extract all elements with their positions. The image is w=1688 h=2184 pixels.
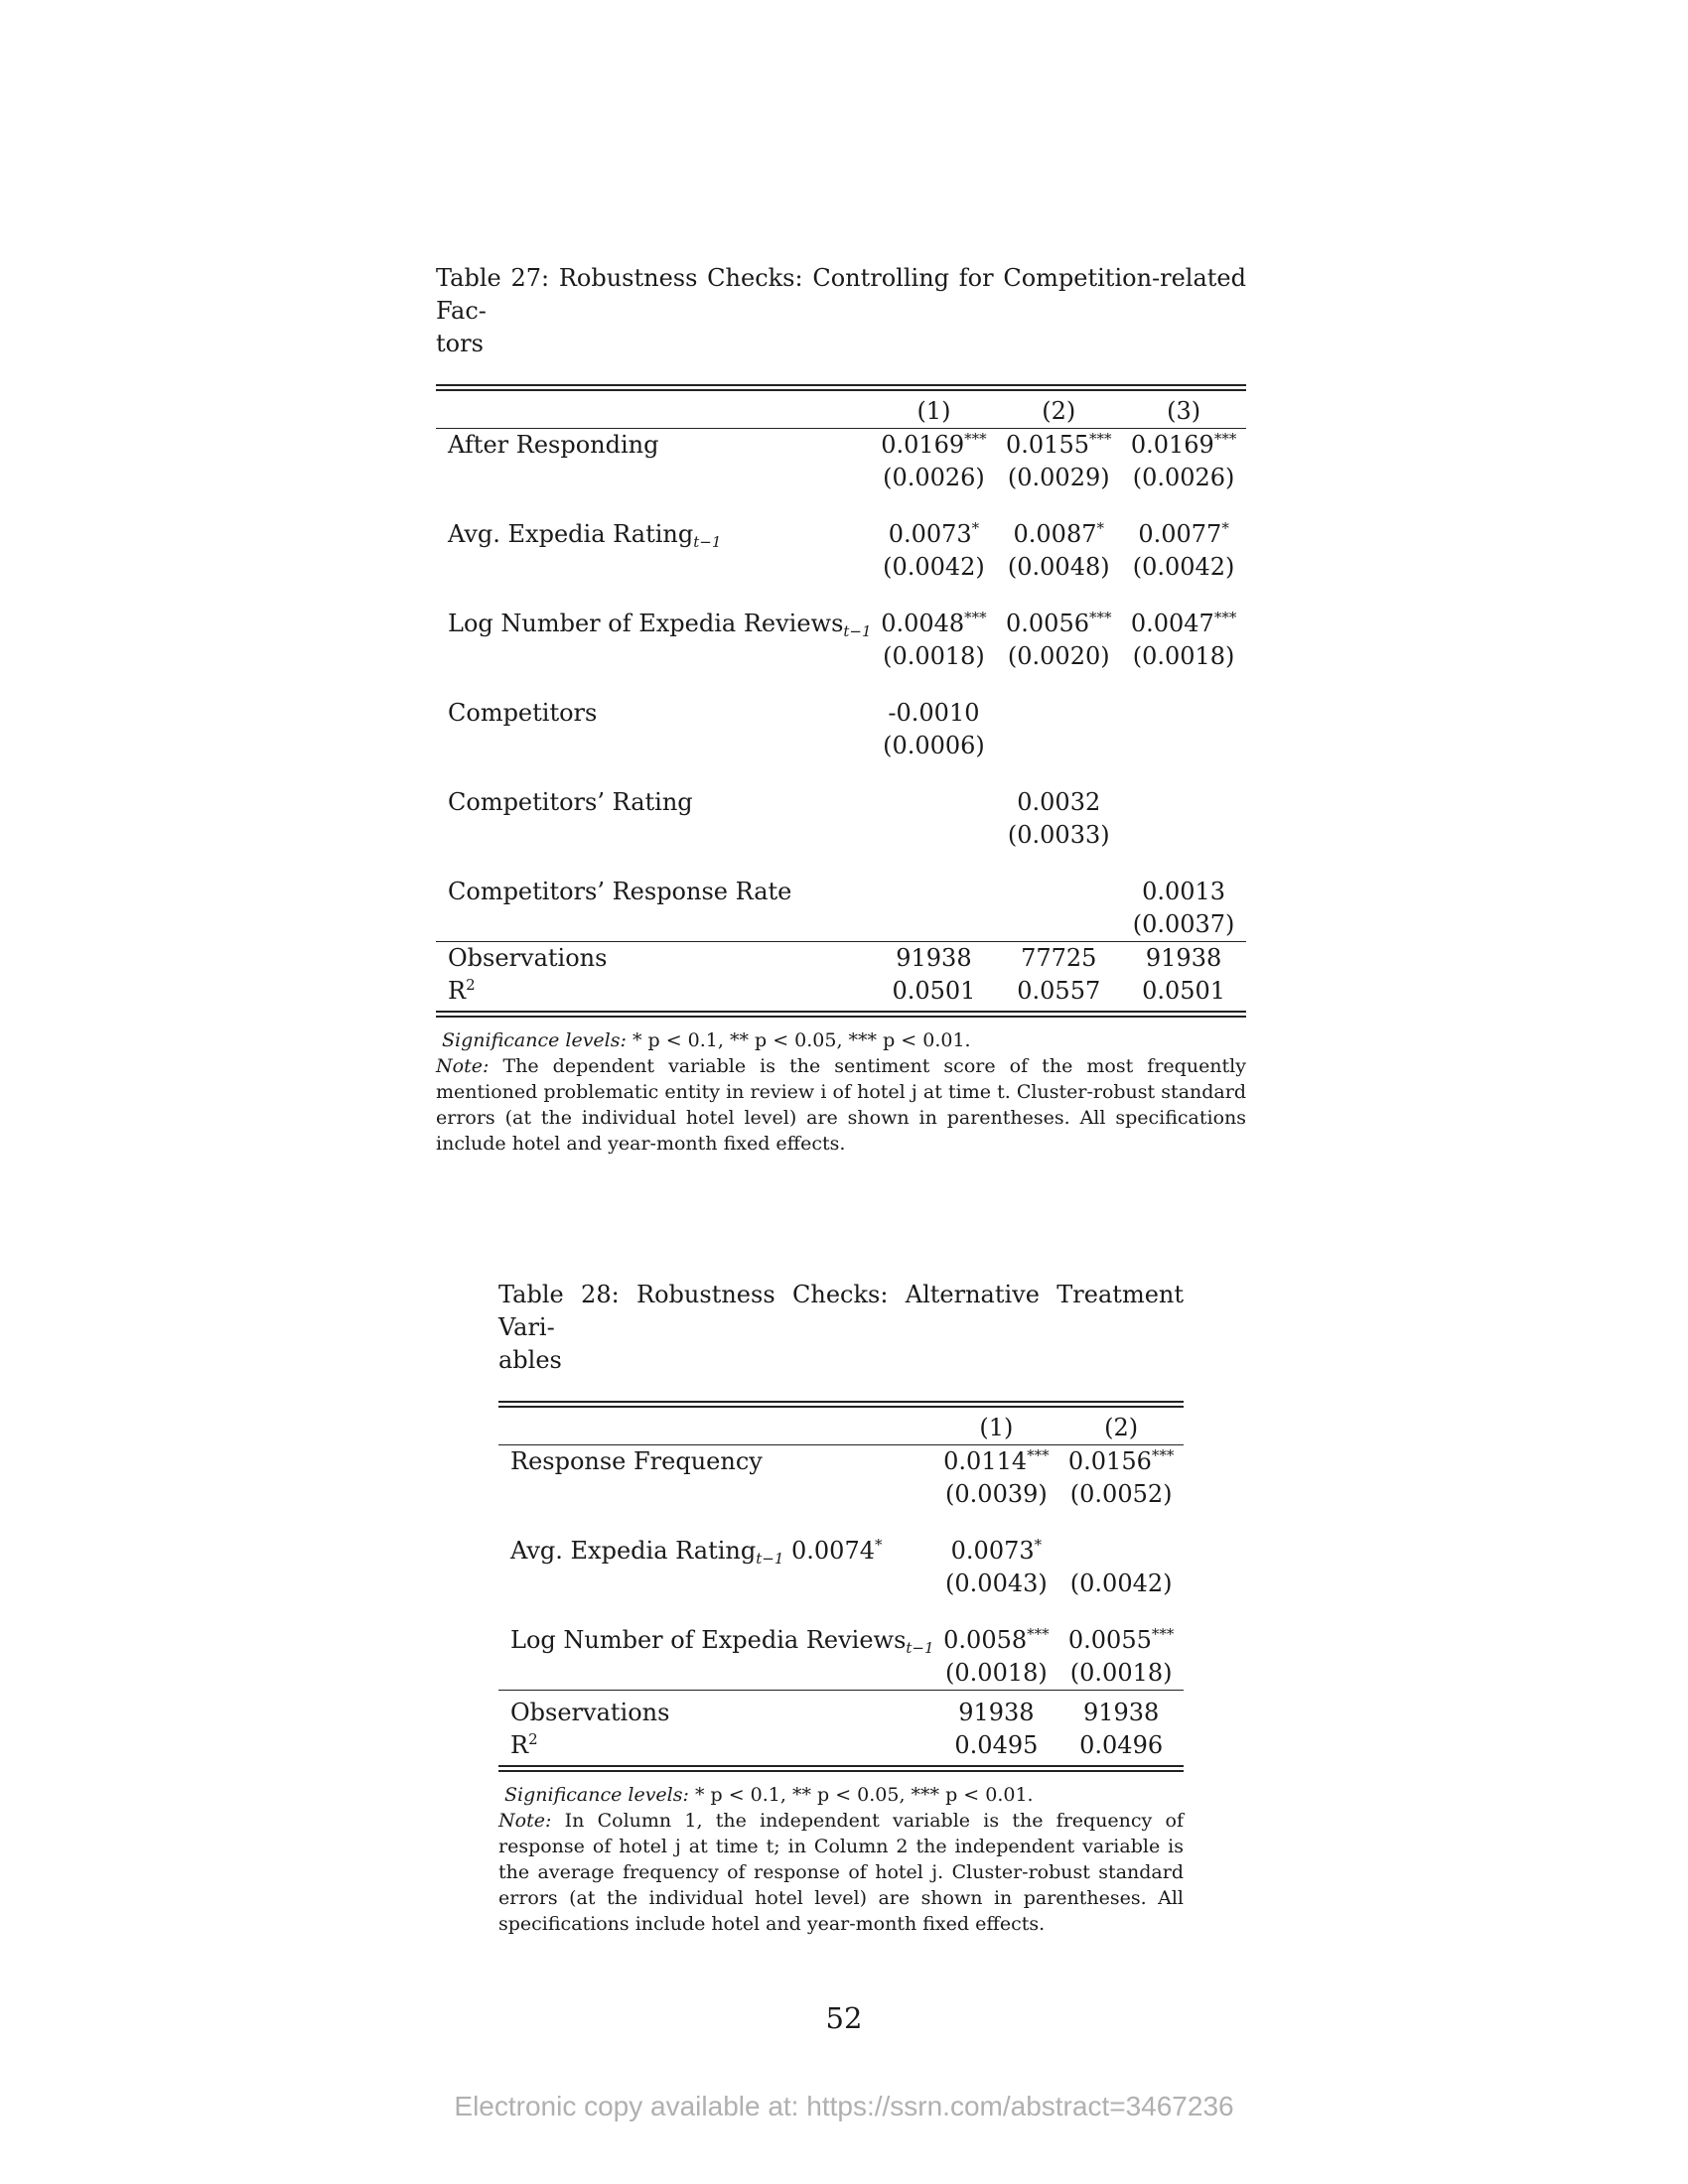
- row-label-text: Avg. Expedia Rating: [448, 520, 694, 548]
- significance-label: Significance levels:: [504, 1784, 689, 1806]
- row-label-empty: [436, 730, 872, 762]
- significance-stars: ***: [964, 609, 987, 626]
- row-label: [498, 1445, 934, 1479]
- standard-error-row: [436, 462, 1246, 494]
- table-28-body: [498, 1412, 1184, 1762]
- coefficient-row: [436, 876, 1246, 908]
- coefficient-value: 0.0087: [1013, 520, 1097, 548]
- row-spacer: [436, 584, 1246, 608]
- r2-value: 0.0501: [892, 977, 976, 1005]
- row-spacer: [436, 673, 1246, 697]
- table-28-top-rule: [498, 1401, 1184, 1408]
- inline-coefficient: [783, 1537, 882, 1565]
- standard-error-cell: (0.0018): [1132, 642, 1235, 670]
- row-label-subscript: t−1: [756, 1550, 784, 1568]
- coefficient-cell: [872, 697, 997, 730]
- row-label-subscript: t−1: [843, 622, 872, 640]
- significance-stars: ***: [1027, 1625, 1050, 1643]
- standard-error-cell: (0.0048): [1007, 553, 1110, 581]
- standard-error-row: [436, 730, 1246, 762]
- row-spacer: [436, 852, 1246, 876]
- coefficient-value: 0.0077: [1138, 520, 1222, 548]
- significance-stars: *: [1096, 519, 1104, 537]
- standard-error-row: [436, 640, 1246, 673]
- significance-label: Significance levels:: [442, 1029, 627, 1051]
- column-header: (2): [1058, 1412, 1184, 1445]
- standard-error-cell: (0.0037): [1132, 910, 1235, 938]
- spacer-cell: [498, 1600, 1184, 1624]
- row-label: [436, 876, 872, 908]
- row-label-empty: [436, 819, 872, 852]
- coefficient-value: 0.0169: [881, 431, 965, 459]
- coefficient-cell: [1121, 697, 1246, 730]
- coefficient-row: [498, 1445, 1184, 1479]
- coefficient-cell: [1121, 608, 1246, 640]
- observations-value: 91938: [1058, 1691, 1184, 1730]
- coefficient-value: 0.0032: [1017, 788, 1101, 816]
- significance-note: [436, 1027, 1246, 1053]
- table-28-r2-row: [498, 1729, 1184, 1762]
- r2-label: R: [448, 977, 467, 1005]
- row-label: [436, 786, 872, 819]
- standard-error-cell: [996, 908, 1121, 942]
- row-label-text: Log Number of Expedia Reviews: [510, 1626, 907, 1654]
- coefficient-cell: [872, 518, 997, 551]
- coefficient-cell: [996, 786, 1121, 819]
- spacer-cell: [436, 852, 1246, 876]
- coefficient-row: [498, 1624, 1184, 1657]
- standard-error-row: [498, 1568, 1184, 1600]
- row-spacer: [498, 1511, 1184, 1535]
- coefficient-cell: [996, 697, 1121, 730]
- coefficient-value: -0.0010: [888, 699, 980, 727]
- coefficient-cell: [872, 786, 997, 819]
- standard-error-cell: (0.0033): [1007, 821, 1110, 849]
- standard-error-row: [436, 551, 1246, 584]
- row-label: [436, 608, 872, 640]
- table-28: [498, 1279, 1184, 1937]
- row-label-text: Competitors’ Rating: [448, 788, 693, 816]
- coefficient-value: 0.0047: [1130, 610, 1214, 637]
- row-label-empty: [498, 1568, 934, 1600]
- standard-error-cell: (0.0042): [883, 553, 985, 581]
- table-note: [498, 1808, 1184, 1937]
- significance-stars: *: [1034, 1536, 1043, 1554]
- coefficient-value: 0.0073: [888, 520, 972, 548]
- ssrn-footer: Electronic copy available at: https://ssrn.com/abstract=3467236: [454, 2091, 1234, 2121]
- row-label-empty: [436, 640, 872, 673]
- row-label-empty: [498, 1478, 934, 1511]
- table-27-header-row: [436, 395, 1246, 429]
- row-spacer: [498, 1600, 1184, 1624]
- coefficient-value: 0.0048: [881, 610, 965, 637]
- page-number: 52: [825, 2001, 863, 2035]
- standard-error-cell: (0.0042): [1069, 1570, 1173, 1597]
- significance-stars: ***: [1088, 609, 1112, 626]
- table-28-notes: [498, 1782, 1184, 1937]
- coefficient-value: 0.0114: [943, 1447, 1028, 1475]
- significance-stars: ***: [1027, 1446, 1050, 1464]
- row-label-empty: [436, 551, 872, 584]
- row-label-text: Competitors: [448, 699, 598, 727]
- r2-value: 0.0495: [954, 1731, 1039, 1759]
- row-label: [436, 975, 872, 1008]
- table-27-caption: [436, 262, 1246, 360]
- coefficient-value: 0.0169: [1130, 431, 1214, 459]
- row-label-text: Avg. Expedia Rating: [510, 1537, 757, 1565]
- row-label-subscript: t−1: [906, 1639, 934, 1657]
- significance-stars: *: [874, 1536, 883, 1554]
- row-label-empty: [498, 1657, 934, 1691]
- coefficient-value: 0.0156: [1067, 1447, 1152, 1475]
- row-label: [436, 429, 872, 463]
- coefficient-value: 0.0013: [1142, 878, 1226, 905]
- coefficient-row: [436, 429, 1246, 463]
- coefficient-cell: [934, 1445, 1059, 1479]
- coefficient-value: 0.0056: [1006, 610, 1089, 637]
- significance-stars: *: [1221, 519, 1229, 537]
- coefficient-cell: [996, 608, 1121, 640]
- table-27-caption-line2: tors: [436, 330, 484, 357]
- table-note: [436, 1053, 1246, 1157]
- row-label: [498, 1729, 934, 1762]
- coefficient-cell: [1121, 876, 1246, 908]
- spacer-cell: [436, 762, 1246, 786]
- r2-superscript: 2: [528, 1730, 538, 1748]
- standard-error-row: [436, 819, 1246, 852]
- row-label: [498, 1624, 934, 1657]
- table-27: [436, 262, 1246, 1157]
- standard-error-cell: (0.0042): [1132, 553, 1235, 581]
- row-label-text: Log Number of Expedia Reviews: [448, 610, 844, 637]
- coefficient-row: [436, 608, 1246, 640]
- coefficient-cell: [872, 608, 997, 640]
- standard-error-row: [498, 1478, 1184, 1511]
- row-label: [498, 1535, 934, 1568]
- column-header: (2): [996, 395, 1121, 429]
- significance-stars: ***: [1151, 1625, 1175, 1643]
- row-label-empty: [436, 462, 872, 494]
- column-header: (1): [872, 395, 997, 429]
- column-header: (3): [1121, 395, 1246, 429]
- standard-error-cell: (0.0026): [1132, 464, 1235, 491]
- spacer-cell: [436, 494, 1246, 518]
- note-label: Note:: [436, 1055, 490, 1077]
- coefficient-cell: [1058, 1445, 1184, 1479]
- note-text: In Column 1, the independent variable is the frequency of response of hotel j at time t; in Column 2 the independent variable is the average frequency of response of hotel j. Cluster-robust standard errors (at the individual hotel level) are shown in parentheses. All specifications include hotel and year-month fixed effects.: [498, 1810, 1184, 1935]
- coefficient-cell: [1058, 1624, 1184, 1657]
- coefficient-cell: [996, 429, 1121, 463]
- table-28-observations-row: [498, 1691, 1184, 1730]
- coefficient-cell: [934, 1624, 1059, 1657]
- significance-text: * p < 0.1, ** p < 0.05, *** p < 0.01.: [632, 1029, 971, 1051]
- coefficient-value: 0.0073: [950, 1537, 1035, 1565]
- standard-error-cell: (0.0029): [1007, 464, 1110, 491]
- coefficient-row: [498, 1535, 1184, 1568]
- row-label-empty: [436, 908, 872, 942]
- row-label-subscript: t−1: [693, 533, 722, 551]
- table-27-bottom-rule: [436, 1011, 1246, 1018]
- coefficient-cell: [1121, 518, 1246, 551]
- row-label-text: After Responding: [448, 431, 659, 459]
- note-label: Note:: [498, 1810, 552, 1832]
- coefficient-cell: [996, 876, 1121, 908]
- row-label: Observations: [436, 942, 872, 976]
- standard-error-cell: (0.0018): [1069, 1659, 1173, 1687]
- coefficient-cell: [872, 429, 997, 463]
- table-28-caption: [498, 1279, 1184, 1377]
- table-28-header-row: [498, 1412, 1184, 1445]
- r2-superscript: 2: [466, 976, 476, 994]
- coefficient-cell: [1058, 1535, 1184, 1568]
- coefficient-cell: [934, 1535, 1059, 1568]
- table-27-top-rule: [436, 384, 1246, 391]
- coefficient-row: [436, 697, 1246, 730]
- standard-error-cell: [872, 819, 997, 852]
- standard-error-cell: [872, 908, 997, 942]
- significance-stars: ***: [1213, 609, 1237, 626]
- significance-stars: ***: [1151, 1446, 1175, 1464]
- spacer-cell: [436, 584, 1246, 608]
- table-28-caption-line1: Table 28: Robustness Checks: Alternative Treatment Vari-: [498, 1281, 1184, 1341]
- row-spacer: [436, 762, 1246, 786]
- observations-value: 77725: [996, 942, 1121, 976]
- row-spacer: [436, 494, 1246, 518]
- significance-stars: ***: [1088, 430, 1112, 448]
- standard-error-cell: [1121, 730, 1246, 762]
- observations-value: 91938: [872, 942, 997, 976]
- observations-value: 91938: [1121, 942, 1246, 976]
- significance-stars: ***: [964, 430, 987, 448]
- row-label-text: Competitors’ Response Rate: [448, 878, 792, 905]
- significance-note: [498, 1782, 1184, 1808]
- coefficient-value: 0.0155: [1006, 431, 1089, 459]
- coefficient-value: 0.0055: [1067, 1626, 1152, 1654]
- standard-error-cell: (0.0018): [945, 1659, 1048, 1687]
- coefficient-cell: [996, 518, 1121, 551]
- table-27-body: [436, 395, 1246, 1008]
- standard-error-cell: (0.0018): [883, 642, 985, 670]
- standard-error-cell: (0.0020): [1007, 642, 1110, 670]
- spacer-cell: [436, 673, 1246, 697]
- note-text: The dependent variable is the sentiment score of the most frequently mentioned problematic entity in review i of hotel j at time t. Cluster-robust standard errors (at the individual hotel level) are shown in parentheses. All specifications include hotel and year-month fixed effects.: [436, 1055, 1246, 1155]
- table-27-r2-row: [436, 975, 1246, 1008]
- row-label: [436, 697, 872, 730]
- standard-error-row: [436, 908, 1246, 942]
- row-label: Observations: [498, 1691, 934, 1730]
- inline-coefficient-value: 0.0074: [791, 1537, 875, 1565]
- significance-stars: ***: [1213, 430, 1237, 448]
- standard-error-cell: (0.0039): [945, 1480, 1048, 1508]
- standard-error-cell: [996, 730, 1121, 762]
- coefficient-cell: [872, 876, 997, 908]
- standard-error-cell: (0.0026): [883, 464, 985, 491]
- table-27-notes: [436, 1027, 1246, 1157]
- standard-error-row: [498, 1657, 1184, 1691]
- coefficient-cell: [1121, 429, 1246, 463]
- significance-stars: *: [971, 519, 980, 537]
- spacer-cell: [498, 1511, 1184, 1535]
- observations-value: 91938: [934, 1691, 1059, 1730]
- table-28-bottom-rule: [498, 1765, 1184, 1772]
- table-28-caption-line2: ables: [498, 1346, 562, 1374]
- standard-error-cell: (0.0052): [1069, 1480, 1173, 1508]
- standard-error-cell: (0.0043): [945, 1570, 1048, 1597]
- standard-error-cell: (0.0006): [883, 732, 985, 759]
- r2-label: R: [510, 1731, 529, 1759]
- table-27-observations-row: [436, 942, 1246, 976]
- coefficient-value: 0.0058: [943, 1626, 1028, 1654]
- significance-text: * p < 0.1, ** p < 0.05, *** p < 0.01.: [694, 1784, 1034, 1806]
- coefficient-row: [436, 786, 1246, 819]
- r2-value: 0.0557: [1017, 977, 1101, 1005]
- column-header: (1): [934, 1412, 1059, 1445]
- coefficient-cell: [1121, 786, 1246, 819]
- row-label: [436, 518, 872, 551]
- table-27-caption-line1: Table 27: Robustness Checks: Controlling for Competition-related Fac-: [436, 264, 1246, 325]
- standard-error-cell: [1121, 819, 1246, 852]
- row-label-text: Response Frequency: [510, 1447, 763, 1475]
- r2-value: 0.0501: [1142, 977, 1226, 1005]
- coefficient-row: [436, 518, 1246, 551]
- r2-value: 0.0496: [1079, 1731, 1164, 1759]
